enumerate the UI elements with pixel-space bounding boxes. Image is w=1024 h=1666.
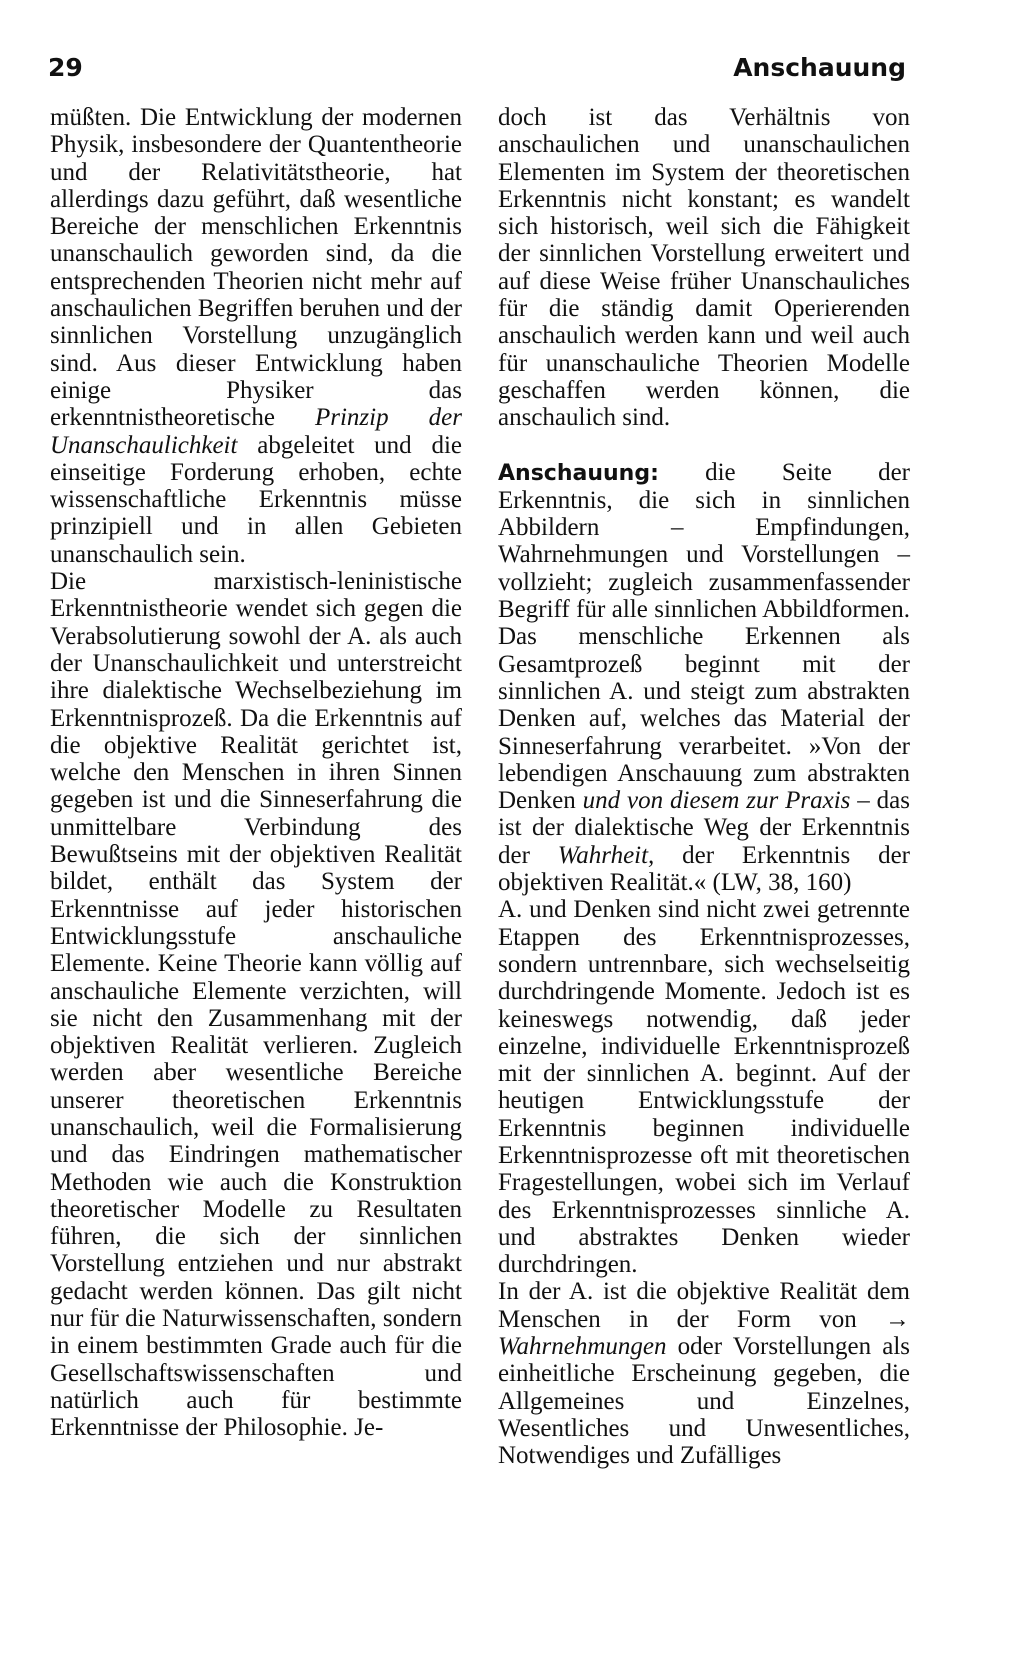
paragraph: A. und Denken sind nicht zwei getrennte Etappen des Erkenntnisprozesses, sondern untrennbare, sich wechselseitig durchdringende Momente. Jedoch ist es keineswegs notwendig, daß jeder einzelne, individuelle Erkenntnisprozeß mit der sinnlichen A. beginnt. Auf der heutigen Entwicklungsstufe der Erkenntnis beginnen individuelle Erkenntnisprozesse oft mit theoretischen Fragestellungen, wobei sich im Verlauf des Erkenntnisprozesses sinnliche A. und abstraktes Denken wieder durchdringen. xyxy=(498,896,910,1279)
text-run: die Seite der Erkenntnis, die sich in sinnlichen Abbildern – Empfindungen, Wahrnehmungen und Vorstellungen – vollzieht; zugleich zusammenfassender Begriff für alle sinnlichen Abbildformen. Das menschliche Erkennen als Gesamtprozeß beginnt mit der sinnlichen A. und steigt zum abstrakten Denken auf, welches das Material der Sinneserfahrung verarbeitet. »Von der lebendigen Anschauung zum abstrakten Denken xyxy=(498,458,910,815)
paragraph xyxy=(498,1278,910,1469)
text-run: der Erkenntnis der objektiven Realität.« (LW, 38, 160) xyxy=(498,841,910,897)
paragraph: Die marxistisch-leninistische Erkenntnistheorie wendet sich gegen die Verabsolutierung sowohl der A. als auch der Unanschaulichkeit und unterstreicht ihre dialektische Wechselbeziehung im Erkenntnisprozeß. Da die Erkenntnis auf die objektive Realität gerichtet ist, welche den Menschen in ihren Sinnen gegeben ist und die Sinneserfahrung die unmittelbare Verbindung des Bewußtseins mit der objektiven Realität bildet, enthält das System der Erkenntnisse auf jeder historischen Entwicklungsstufe anschauliche Elemente. Keine Theorie kann völlig auf anschauliche Elemente verzichten, will sie nicht den Zusammenhang mit der objektiven Realität verlieren. Zugleich werden aber wesentliche Bereiche unserer theoretischen Erkenntnis unanschaulich, weil die Formalisierung und das Eindringen mathematischer Methoden wie auch die Konstruktion theoretischer Modelle zu Resultaten führen, die sich der sinnlichen Vorstellung entziehen und nur abstrakt gedacht werden können. Das gilt nicht nur für die Naturwissenschaften, sondern in einem bestimmten Grade auch für die Gesellschaftswissenschaften und natürlich auch für bestimmte Erkenntnisse der Philosophie. Je- xyxy=(50,568,462,1442)
paragraph: doch ist das Verhältnis von anschaulichen und unanschaulichen Elementen im System der theoretischen Erkenntnis nicht konstant; es wandelt sich historisch, weil sich die Fähigkeit der sinnlichen Vorstellung erweitert und auf diese Weise früher Unanschauliches für die ständig damit Operierenden anschaulich werden kann und weil auch für unanschauliche Theorien Modelle geschaffen werden können, die anschaulich sind. xyxy=(498,104,910,432)
dictionary-entry xyxy=(498,459,910,897)
text-run: In der A. ist die objektive Realität dem Menschen in der Form von → xyxy=(498,1278,910,1333)
entry-headword: Anschauung: xyxy=(498,460,659,486)
italic-term: und von diesem zur Praxis xyxy=(582,787,851,815)
page-number: 29 xyxy=(48,53,83,82)
text-run: müßten. Die Entwicklung der modernen Physik, insbesondere der Quantentheorie und der Relativitätstheorie, hat allerdings dazu geführt, daß wesentliche Bereiche der menschlichen Erkenntnis unanschaulich geworden sind, da die entsprechenden Theorien nicht mehr auf anschaulichen Begriffen beruhen und der sinnlichen Vorstellung unzugänglich sind. Aus dieser Entwicklung haben einige Physiker das erkenntnistheoretische xyxy=(50,104,462,432)
right-column xyxy=(498,104,910,1470)
paragraph xyxy=(50,104,462,568)
italic-term: Prinzip der Unanschaulichkeit xyxy=(50,404,462,459)
left-column xyxy=(50,104,462,1442)
text-run: abgeleitet und die einseitige Forderung erhoben, echte wissenschaftliche Erkenntnis müsse prinzipiell und in allen Gebieten unanschaulich sein. xyxy=(50,431,462,568)
running-head-title: Anschauung xyxy=(733,53,906,82)
text-run: oder Vorstellungen als einheitliche Erscheinung gegeben, die Allgemeines und Einzelnes, Wesentliches und Unwesentliches, Notwendiges und Zufälliges xyxy=(498,1333,910,1470)
text-run: – das ist der dialektische Weg der Erkenntnis der xyxy=(498,787,911,869)
italic-term: Wahrnehmungen xyxy=(498,1333,667,1361)
italic-term: Wahrheit, xyxy=(557,841,655,869)
